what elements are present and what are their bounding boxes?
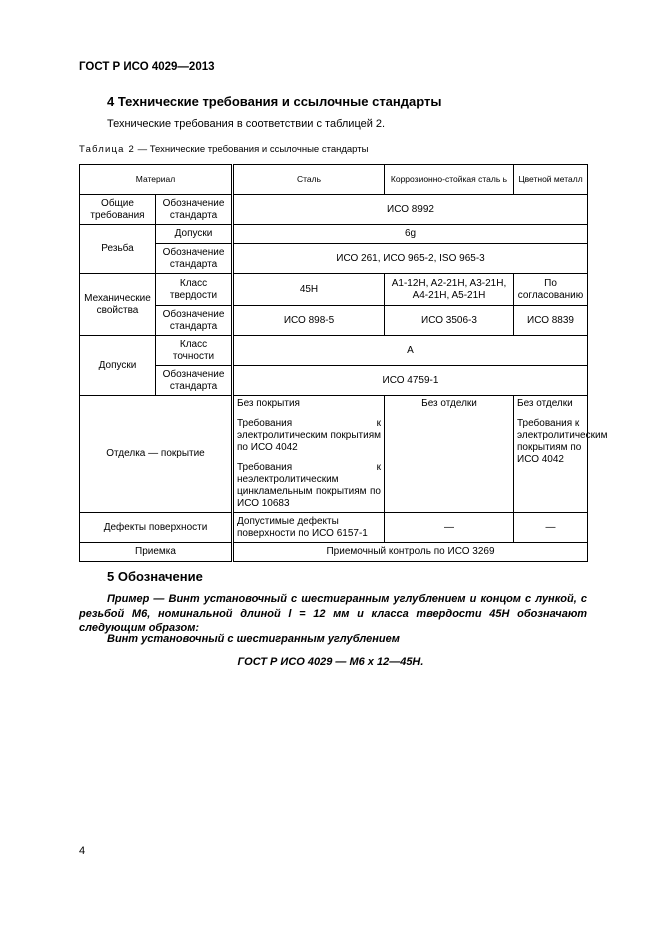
finish-nonferrous-electrolytic: Требования к электролитическим покрытиям по ИСО 4042 — [517, 418, 608, 465]
document-code-header: ГОСТ Р ИСО 4029—2013 — [79, 61, 215, 73]
header-steel: Сталь — [233, 165, 385, 195]
mechanical-std-label: Обозначение стандарта — [156, 306, 233, 336]
table-row — [80, 366, 588, 396]
table-row — [80, 513, 588, 543]
table-row — [80, 396, 588, 513]
finish-steel-electrolytic: Требования к электролитическим покрытиям по ИСО 4042 — [237, 418, 381, 453]
row-group-mechanical: Механические свойства — [80, 274, 156, 336]
tolerances-std-value: ИСО 4759-1 — [233, 366, 588, 396]
row-group-thread: Резьба — [80, 225, 156, 274]
tolerances-class-value: A — [233, 336, 588, 366]
page-number: 4 — [79, 845, 86, 857]
header-nonferrous: Цветной металл — [514, 165, 588, 195]
example-name: Винт установочный с шестигранным углублением — [107, 633, 400, 645]
table-row — [80, 244, 588, 274]
header-stainless-mark: ь — [502, 174, 508, 185]
row-group-tolerances: Допуски — [80, 336, 156, 396]
header-stainless — [385, 165, 514, 195]
table-caption — [79, 144, 368, 155]
thread-std-label: Обозначение стандарта — [156, 244, 233, 274]
example-designation: ГОСТ Р ИСО 4029 — M6 x 12—45H. — [237, 656, 424, 668]
thread-std-value: ИСО 261, ИСО 965-2, ISO 965-3 — [233, 244, 588, 274]
defects-stainless: — — [385, 513, 514, 543]
finish-steel-none: Без покрытия — [237, 398, 300, 409]
section-4-intro: Технические требования в соответствии с таблицей 2. — [107, 118, 386, 130]
table-caption-text: — Технические требования и ссылочные стандарты — [134, 144, 369, 155]
technical-requirements-table — [79, 164, 608, 562]
mechanical-std-steel: ИСО 898-5 — [233, 306, 385, 336]
table-row — [80, 543, 588, 562]
thread-tol-label: Допуски — [156, 225, 233, 244]
table-row — [80, 225, 588, 244]
mechanical-class-nonferrous: По согласованию — [514, 274, 588, 306]
header-material: Материал — [80, 165, 233, 195]
section-4-title: 4 Технические требования и ссылочные стандарты — [107, 94, 442, 109]
mechanical-std-stainless: ИСО 3506-3 — [385, 306, 514, 336]
finish-stainless — [385, 396, 514, 513]
table-row — [80, 306, 588, 336]
example-paragraph — [79, 592, 587, 636]
header-stainless-text: Коррозионно-стойкая сталь — [390, 174, 501, 185]
thread-tol-value: 6g — [233, 225, 588, 244]
mechanical-std-nonferrous: ИСО 8839 — [514, 306, 588, 336]
mechanical-class-steel: 45H — [233, 274, 385, 306]
tolerances-std-label: Обозначение стандарта — [156, 366, 233, 396]
table-caption-label: Таблица 2 — [79, 144, 135, 155]
example-text: Винт установочный с шестигранным углублением и концом с лункой, с резьбой M6, номинальной длиной l = 12 мм и класса твердости 45H обозначают следующим образом: — [79, 593, 587, 635]
tolerances-class-label: Класс точности — [156, 336, 233, 366]
row-group-acceptance: Приемка — [80, 543, 233, 562]
section-5-title: 5 Обозначение — [107, 569, 203, 584]
acceptance-value: Приемочный контроль по ИСО 3269 — [233, 543, 588, 562]
table-row — [80, 336, 588, 366]
table-row — [80, 195, 588, 225]
example-lead: Пример — — [107, 593, 165, 605]
row-group-defects: Дефекты поверхности — [80, 513, 233, 543]
finish-steel-nonelectrolytic: Требования к неэлектролитическим цинкламельным покрытиям по ИСО 10683 — [237, 462, 381, 509]
finish-nonferrous-none: Без отделки — [517, 398, 573, 409]
defects-nonferrous: — — [514, 513, 588, 543]
mechanical-class-stainless: A1-12H, A2-21H, A3-21H, A4-21H, A5-21H — [385, 274, 514, 306]
finish-nonferrous — [514, 396, 608, 513]
table-header-row — [80, 165, 588, 195]
finish-steel — [233, 396, 385, 513]
finish-stainless-none: Без отделки — [421, 398, 477, 409]
mechanical-class-label: Класс твердости — [156, 274, 233, 306]
table-row — [80, 274, 588, 306]
row-group-finish: Отделка — покрытие — [80, 396, 233, 513]
defects-steel: Допустимые дефекты поверхности по ИСО 6157-1 — [233, 513, 385, 543]
row-group-general: Общие требования — [80, 195, 156, 225]
general-std-value: ИСО 8992 — [233, 195, 588, 225]
general-std-label: Обозначение стандарта — [156, 195, 233, 225]
